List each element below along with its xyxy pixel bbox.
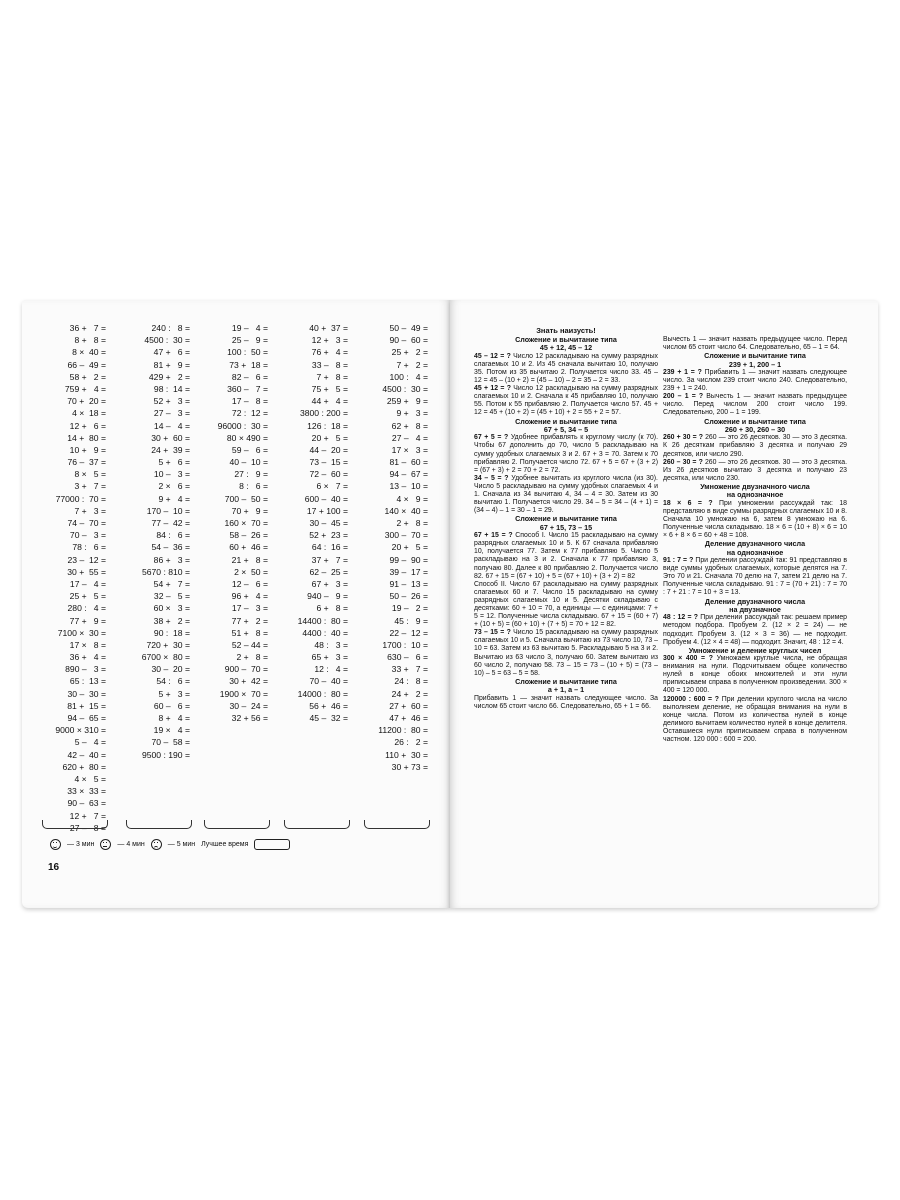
rule-text: Прибавить 1 — значит назвать следующее число. За числом 239 стоит число 240. Следовательно, 239 + 1 = 240. <box>663 369 847 393</box>
exercise: 30 – 45 = <box>309 518 348 528</box>
exercise: 22 – 12 = <box>389 627 428 638</box>
exercise: 7 + 3 = <box>74 505 106 516</box>
rules-column-left <box>474 336 658 711</box>
exercise: 60 – 6 = <box>153 700 190 711</box>
exercise: 86 + 3 = <box>153 554 190 565</box>
exercise: 890 – 3 = <box>65 664 106 675</box>
exercise: 78 : 6 = <box>72 542 106 553</box>
exercise: 70 – 3 = <box>69 530 106 541</box>
exercise: 30 – 20 = <box>151 664 190 675</box>
exercise: 12 – 6 = <box>231 578 268 589</box>
exercise: 4 × 9 = <box>396 493 428 504</box>
exercise: 33 + 7 = <box>391 664 428 675</box>
exercise: 100 : 4 = <box>389 371 428 382</box>
exercise: 14 + 80 = <box>67 432 106 443</box>
exercise: 160 × 70 = <box>224 518 268 528</box>
exercise: 73 + 18 = <box>229 359 268 370</box>
exercise: 7 + 2 = <box>396 359 428 370</box>
exercise: 17 × 3 = <box>391 444 428 455</box>
exercise: 14400 : 80 = <box>297 615 348 626</box>
exercise: 77 + 9 = <box>69 615 106 626</box>
exercise: 8 × 40 = <box>72 347 106 358</box>
example-expression: 200 – 1 = ? <box>663 393 704 401</box>
example-expression: 48 : 12 = ? <box>663 614 699 622</box>
exercise: 58 – 26 = <box>229 530 268 541</box>
exercise: 9000 × 310 = <box>55 725 106 736</box>
exercise: 30 – 24 = <box>229 700 268 711</box>
exercise: 720 + 30 = <box>146 639 190 650</box>
exercise: 600 – 40 = <box>304 493 348 504</box>
exercise: 5 + 3 = <box>158 688 190 699</box>
exercise: 81 – 60 = <box>389 457 428 468</box>
example-expression: 239 + 1 = ? <box>663 369 702 376</box>
exercise: 5 – 4 = <box>74 737 106 748</box>
exercise: 52 – 44 = <box>231 639 268 650</box>
exercise: 91 – 13 = <box>389 578 428 589</box>
exercise: 27 – 3 = <box>153 408 190 419</box>
exercise: 4400 : 40 = <box>302 627 348 638</box>
happy-face-icon <box>50 839 61 850</box>
exercise: 70 – 40 = <box>309 676 348 687</box>
exercise: 126 : 18 = <box>307 420 348 431</box>
exercise: 429 + 2 = <box>148 371 190 382</box>
exercise: 80 × 490 = <box>226 432 268 443</box>
rule-text: 260 — это 26 десятков. 30 — это 3 десятка. К 26 десяткам прибавляю 3 десятка и получаю 29 десятков, или число 290. <box>663 434 847 458</box>
time-legend <box>50 839 290 850</box>
exercise: 940 – 9 = <box>307 591 348 602</box>
exercise: 44 – 20 = <box>309 444 348 455</box>
example-expression: 120000 : 600 = ? <box>663 695 720 703</box>
section-heading: 260 + 30, 260 – 30 <box>724 424 786 434</box>
exercise: 30 – 30 = <box>67 688 106 699</box>
exercise: 7 + 8 = <box>316 371 348 382</box>
section-heading: на однозначное <box>726 490 784 500</box>
exercise: 73 – 15 = <box>309 457 348 468</box>
exercise: 77 + 2 = <box>231 615 268 626</box>
exercise: 759 + 4 = <box>64 383 106 394</box>
section-heading: Сложение и вычитание типа <box>515 335 617 344</box>
best-time-box <box>254 839 290 850</box>
exercise: 25 + 5 = <box>69 591 106 602</box>
exercise: 11200 : 80 = <box>378 725 428 736</box>
exercise: 98 : 14 = <box>153 383 190 394</box>
section-heading: Сложение и вычитание типа <box>515 416 617 426</box>
exercise: 48 : 3 = <box>314 639 348 650</box>
exercise: 4500 : 30 = <box>144 335 190 346</box>
exercise-column <box>352 322 428 773</box>
best-time-label: Лучшее время <box>201 841 249 848</box>
exercise: 24 + 2 = <box>391 688 428 699</box>
section-heading: Умножение двузначного числа <box>700 481 810 491</box>
rule-paragraph <box>474 695 658 711</box>
exercise: 24 + 39 = <box>151 444 190 455</box>
exercise-column <box>272 322 348 724</box>
exercise-column <box>30 322 106 834</box>
open-workbook <box>22 300 878 908</box>
exercise: 94 – 65 = <box>67 713 106 723</box>
exercise: 1900 × 70 = <box>219 688 268 699</box>
rule-text: При делении рассуждай так: 91 представляю в виде суммы удобных слагаемых, которые делятся на 7. Это 70 и 21. Сначала 70 делю на 7, затем 21 делю на 7. Полученные числа складываю. 91 : 7 = (70 + 21) : 7 = 70 : 7 + 21 : 7 = 10 + 3 = 13. <box>663 557 847 597</box>
exercise: 10 – 3 = <box>153 469 190 480</box>
section-heading: 45 + 12, 45 – 12 <box>539 343 593 353</box>
exercise: 19 – 2 = <box>391 603 428 614</box>
exercise: 20 + 5 = <box>391 542 428 553</box>
exercise: 33 × 33 = <box>67 786 106 797</box>
exercise: 10 + 9 = <box>69 444 106 455</box>
exercise: 100 : 50 = <box>227 347 268 358</box>
exercise: 4 × 5 = <box>74 773 106 784</box>
exercise: 9500 : 190 = <box>141 749 190 760</box>
exercise: 110 + 30 = <box>385 749 428 760</box>
exercise: 30 + 73 = <box>391 761 428 772</box>
exercise: 9 + 3 = <box>396 408 428 419</box>
exercise: 4500 : 30 = <box>382 383 428 394</box>
exercise: 2 + 8 = <box>236 652 268 663</box>
example-expression: 91 : 7 = ? <box>663 557 694 565</box>
rule-paragraph <box>474 532 658 581</box>
exercise: 44 + 4 = <box>311 396 348 407</box>
rule-text: Умножаем круглые числа, не обращая внимания на нули. Подсчитываем общее количество нулей в конце обоих множителей и эти нули приписываем справа в полученном произведении. 300 × 400 = 120 000. <box>663 655 848 695</box>
section-heading: 67 + 15, 73 – 15 <box>539 522 593 532</box>
exercise: 3800 : 200 = <box>299 408 348 419</box>
rule-paragraph <box>474 353 658 385</box>
legend-5-min: — 5 мин <box>167 841 196 848</box>
rule-text: Способ I. Число 15 раскладываю на сумму разрядных слагаемых 10 и 5. К 67 сначала прибавляю 10, получается 77. Затем к 77 прибавляю 5. Число 5 раскладываю на 3 и 2. Сначала к 77 прибавляю 3, получаю 80. Далее к 80 прибавляю 2. Получается число 82. 67 + 15 = (67 + 10) + 5 = (67 + 10) + (3 + 2) = 82 <box>474 532 658 580</box>
exercise: 4 × 18 = <box>72 408 106 419</box>
section-heading: а + 1, а – 1 <box>547 685 585 695</box>
exercise: 60 × 3 = <box>153 603 190 614</box>
exercise: 96 + 4 = <box>231 591 268 602</box>
exercise: 99 – 90 = <box>389 554 428 565</box>
exercise: 77000 : 70 = <box>55 493 106 504</box>
exercise: 27 : 9 = <box>234 469 268 480</box>
exercise: 38 + 2 = <box>153 615 190 626</box>
exercise: 40 + 37 = <box>309 323 348 333</box>
legend-3-min: — 3 мин <box>67 841 95 848</box>
example-expression: 67 + 15 = ? <box>474 532 513 540</box>
exercise: 25 + 2 = <box>391 347 428 358</box>
section-heading: Сложение и вычитание типа <box>515 514 617 524</box>
exercise: 65 + 3 = <box>311 652 348 663</box>
rule-text: 260 — это 26 десятков. 30 — это 3 десятка. Из 26 десятков вычитаю 3 десятка и получаю 23 десятка, или число 230. <box>663 458 847 482</box>
exercise: 47 + 46 = <box>389 713 428 723</box>
neutral-face-icon <box>100 839 111 850</box>
exercise: 32 + 56 = <box>231 713 268 723</box>
exercise: 54 + 7 = <box>153 578 190 589</box>
exercise-column <box>114 322 190 761</box>
exercise: 170 – 10 = <box>146 505 190 516</box>
rule-paragraph <box>663 459 847 483</box>
rule-text: Число 15 раскладываю на сумму разрядных слагаемых 10 и 5. Сначала вычитаю из 73 число 10, 73 – 10 = 63. Затем из 63 вычитаю 5. Раскладываю 5 на 3 и 2. Вычитаю из 63 число 3, получаю 60. Затем вычитаю из 60 число 2, получаю 58. 73 – 15 = 73 – (10 + 5) = (73 – 10) – 5 = 63 – 5 = 58. <box>474 629 658 677</box>
rule-text: Вычесть 1 — значит назвать предыдущее число. Перед числом 200 стоит число 199. Следовательно, 200 – 1 = 199. <box>663 393 847 417</box>
rule-paragraph <box>663 557 847 597</box>
page-number: 16 <box>48 862 60 873</box>
exercise: 82 – 6 = <box>231 371 268 382</box>
exercise: 77 – 42 = <box>151 518 190 528</box>
rule-text: При делении круглого числа на число выполняем деление, не обращая внимания на нули в конце числа. Потом из количества нулей в конце делимого вычитаем количество нулей в конце делителя. Оставшиеся нули приписываем справа в полученном частном. 120 000 : 600 = 200. <box>663 695 847 744</box>
exercise: 90 – 60 = <box>389 335 428 346</box>
exercise: 62 + 8 = <box>391 420 428 431</box>
exercise: 259 + 9 = <box>386 396 428 407</box>
exercise: 8 × 5 = <box>74 469 106 480</box>
exercise: 56 + 46 = <box>309 700 348 711</box>
page-title: Знать наизусть! <box>536 326 596 335</box>
rule-paragraph <box>474 475 658 515</box>
exercise: 19 – 4 = <box>231 323 268 333</box>
legend-4-min: — 4 мин <box>117 841 145 848</box>
rule-paragraph <box>663 655 847 695</box>
exercise: 54 : 6 = <box>156 676 190 687</box>
exercise: 75 + 5 = <box>311 383 348 394</box>
exercise: 630 – 6 = <box>387 652 428 663</box>
exercise: 45 : 9 = <box>394 615 428 626</box>
exercise: 700 – 50 = <box>224 493 268 504</box>
exercise: 96000 : 30 = <box>217 420 268 431</box>
exercise: 30 + 55 = <box>67 566 106 577</box>
example-expression: 45 – 12 = ? <box>474 352 511 360</box>
exercise: 70 + 9 = <box>231 505 268 516</box>
section-heading: Деление двузначного числа <box>704 539 806 549</box>
rule-paragraph <box>663 393 847 417</box>
exercise: 84 : 6 = <box>156 530 190 541</box>
example-expression: 18 × 6 = ? <box>663 499 713 507</box>
exercise: 81 + 9 = <box>153 359 190 370</box>
example-expression: 67 + 5 = ? <box>474 434 509 442</box>
exercise: 62 – 25 = <box>309 566 348 577</box>
exercise: 33 – 8 = <box>311 359 348 370</box>
exercise: 2 × 50 = <box>234 566 268 577</box>
exercise: 42 – 40 = <box>67 749 106 760</box>
exercise: 26 : 2 = <box>394 737 428 748</box>
exercise: 30 + 60 = <box>151 432 190 443</box>
rules-column-right <box>663 336 847 744</box>
rule-paragraph <box>474 581 658 630</box>
exercise: 36 + 7 = <box>69 323 106 333</box>
rule-paragraph <box>663 696 847 745</box>
exercise: 17 – 8 = <box>231 396 268 407</box>
exercise: 17 + 100 = <box>306 505 348 516</box>
time-box <box>126 820 192 829</box>
exercise: 24 : 8 = <box>394 676 428 687</box>
exercise: 6 × 7 = <box>316 481 348 492</box>
exercise: 27 – 8 = <box>69 822 106 833</box>
time-box <box>42 820 108 829</box>
exercise: 39 – 17 = <box>389 566 428 577</box>
sad-face-icon <box>151 839 162 850</box>
rule-text: Вычесть 1 — значит назвать предыдущее число. Перед числом 65 стоит число 64. Следовательно, 65 – 1 = 64. <box>663 336 847 352</box>
exercise: 90 : 18 = <box>153 627 190 638</box>
rule-paragraph <box>474 434 658 474</box>
rule-text: Удобнее вычитать из круглого числа (из 30). Число 5 раскладываю на сумму удобных слагаемых 4 и 1. Сначала из 34 вычитаю 4, 34 – 4 = 30. Затем из 30 вычитаю 1. Получается число 29. 34 – 5 = 34 – (4 + 1) = (34 – 4) – 1 = 30 – 1 = 29. <box>474 474 658 515</box>
exercise: 40 – 10 = <box>229 457 268 468</box>
exercise: 70 – 58 = <box>151 737 190 748</box>
exercise: 9 + 4 = <box>158 493 190 504</box>
section-heading: Умножение и деление круглых чисел <box>688 645 822 655</box>
exercise: 360 – 7 = <box>227 383 268 394</box>
rule-text: При умножении рассуждай так: 18 представляю в виде суммы разрядных слагаемых 10 и 8. Сначала 10 умножаю на 6, затем 8 умножаю на 6. Полученные числа складываю. 18 × 6 = (10 + 8) × 6 = 10 × 6 + 8 × 6 = 60 + 48 = 108. <box>663 499 847 540</box>
exercise: 5670 : 810 = <box>141 566 190 577</box>
exercise: 47 + 6 = <box>153 347 190 358</box>
exercise: 27 + 60 = <box>389 700 428 711</box>
exercise: 900 – 70 = <box>224 664 268 675</box>
exercise: 14 – 4 = <box>153 420 190 431</box>
exercise: 37 + 7 = <box>311 554 348 565</box>
exercise: 59 – 6 = <box>231 444 268 455</box>
exercise: 6 + 8 = <box>316 603 348 614</box>
exercise: 7100 × 30 = <box>57 627 106 638</box>
section-heading: 239 + 1, 200 – 1 <box>728 359 782 369</box>
exercise: 72 : 12 = <box>231 408 268 419</box>
exercise: 12 + 6 = <box>69 420 106 431</box>
section-heading: Сложение и вычитание типа <box>704 416 806 426</box>
right-page <box>450 300 878 908</box>
exercise: 140 × 40 = <box>384 505 428 516</box>
section-heading: 67 + 5, 34 – 5 <box>543 424 589 434</box>
rule-text: При делении рассуждай так: решаем пример методом подбора. Пробуем 2. (12 × 2 = 24) — не подходит. Пробуем 3. (12 × 3 = 36) — не подходит. Пробуем 4. (12 × 4 = 48) — подходит. Значит, 48 : 12 = 4. <box>663 614 847 646</box>
exercise: 280 : 4 = <box>67 603 106 614</box>
rule-paragraph <box>663 614 847 646</box>
exercise: 32 – 5 = <box>153 591 190 602</box>
exercise: 240 : 8 = <box>151 323 190 333</box>
exercise: 51 + 8 = <box>231 627 268 638</box>
exercise: 23 – 12 = <box>67 554 106 565</box>
exercise: 12 : 4 = <box>314 664 348 675</box>
exercise: 27 – 4 = <box>391 432 428 443</box>
exercise: 17 – 3 = <box>231 603 268 614</box>
time-box <box>284 820 350 829</box>
section-heading: на двузначное <box>729 604 781 614</box>
example-expression: 34 – 5 = ? <box>474 474 509 482</box>
time-box <box>364 820 430 829</box>
section-heading: Сложение и вычитание типа <box>515 676 617 686</box>
rule-paragraph <box>474 385 658 417</box>
exercise: 52 + 3 = <box>153 396 190 407</box>
exercise: 300 – 70 = <box>384 530 428 541</box>
rule-paragraph <box>663 434 847 458</box>
exercise: 17 – 4 = <box>69 578 106 589</box>
exercise: 65 : 13 = <box>69 676 106 687</box>
exercise: 8 + 8 = <box>74 335 106 346</box>
section-heading: Деление двузначного числа <box>704 596 806 606</box>
exercise: 14000 : 80 = <box>297 688 348 699</box>
exercise: 67 + 3 = <box>311 578 348 589</box>
rule-text: Число 12 раскладываю на сумму разрядных слагаемых 10 и 2. Из 45 сначала вычитаю 10, получаю 35. Потом из 35 вычитаю 2. Получается число 33. 45 – 12 = 45 – (10 + 2) = (45 – 10) – 2 = 35 – 2 = 33. <box>474 352 658 385</box>
exercise: 1700 : 10 = <box>382 639 428 650</box>
rule-paragraph <box>663 336 847 352</box>
exercise: 8 : 6 = <box>239 481 268 492</box>
example-expression: 45 + 12 = ? <box>474 385 511 393</box>
exercise: 64 : 16 = <box>311 542 348 553</box>
exercise: 74 – 70 = <box>67 518 106 528</box>
exercise-column <box>192 322 268 724</box>
exercise: 70 + 20 = <box>67 396 106 407</box>
exercise: 58 + 2 = <box>69 371 106 382</box>
exercise: 620 + 80 = <box>62 761 106 772</box>
exercise: 2 + 8 = <box>396 518 428 528</box>
exercise: 52 + 23 = <box>309 530 348 541</box>
example-expression: 73 – 15 = ? <box>474 629 511 637</box>
rule-text: Способ II. Число 67 раскладываю на сумму разрядных слагаемых 60 и 7. Число 15 раскладываю на сумму разрядных слагаемых 10 и 5. Десятки складываю с десятками: 60 + 10 = 70, а единицы — с единицами: 7 + 5 = 12. Полученные числа складываю. 67 + 15 = (60 + 7) + (10 + 5) = (60 + 10) + (7 + 5) = 70 + 12 = 82. <box>474 580 658 629</box>
exercise: 2 × 6 = <box>158 481 190 492</box>
exercise: 30 + 42 = <box>229 676 268 687</box>
example-expression: 260 – 30 = ? <box>663 458 703 466</box>
exercise: 19 × 4 = <box>153 725 190 736</box>
rule-text: Число 12 раскладываю на сумму разрядных слагаемых 10 и 2. Сначала к 45 прибавляю 10, получаю 55. Потом к 55 прибавляю 2. Получается число 57. 45 + 12 = 45 + (10 + 2) = (45 + 10) + 2 = 55 + 2 = 57. <box>474 385 658 417</box>
exercise: 50 – 49 = <box>389 323 428 333</box>
exercise: 54 – 36 = <box>151 542 190 553</box>
exercise: 76 + 4 = <box>311 347 348 358</box>
exercise: 12 + 3 = <box>311 335 348 346</box>
exercise: 76 – 37 = <box>67 457 106 468</box>
rule-text: Удобнее прибавлять к круглому числу (к 70). Чтобы 67 дополнить до 70, число 5 раскладываю на сумму удобных слагаемых 3 и 2. 67 + 3 = 70. Затем к 70 прибавляю 2. Получается число 72. 67 + 5 = 67 + (3 + 2) = (67 + 3) + 2 = 70 + 2 = 72. <box>474 434 658 474</box>
exercise: 60 + 46 = <box>229 542 268 553</box>
rule-paragraph <box>663 369 847 393</box>
exercise: 36 + 4 = <box>69 652 106 663</box>
exercise: 5 + 6 = <box>158 457 190 468</box>
rule-paragraph <box>474 629 658 678</box>
exercise: 17 × 8 = <box>69 639 106 650</box>
time-box <box>204 820 270 829</box>
exercise: 94 – 67 = <box>389 469 428 480</box>
exercise: 20 + 5 = <box>311 432 348 443</box>
exercise: 12 + 7 = <box>69 810 106 821</box>
left-page <box>22 300 450 908</box>
section-heading: Сложение и вычитание типа <box>704 351 806 361</box>
exercise: 6700 × 80 = <box>141 652 190 663</box>
example-expression: 300 × 400 = ? <box>663 655 713 663</box>
rule-text: Прибавить 1 — значит назвать следующее число. За числом 65 стоит число 66. Следовательно, 65 + 1 = 66. <box>474 694 658 710</box>
exercise: 13 – 10 = <box>389 481 428 492</box>
exercise: 3 + 7 = <box>74 481 106 492</box>
exercise: 72 – 60 = <box>309 469 348 480</box>
exercise: 45 – 32 = <box>309 713 348 723</box>
section-heading: на однозначное <box>726 547 784 557</box>
exercise: 66 – 49 = <box>67 359 106 370</box>
exercise: 21 + 8 = <box>231 554 268 565</box>
example-expression: 260 + 30 = ? <box>663 434 703 442</box>
exercise: 8 + 4 = <box>158 713 190 723</box>
rule-paragraph <box>663 500 847 540</box>
exercise: 90 – 63 = <box>67 798 106 809</box>
exercise: 25 – 9 = <box>231 335 268 346</box>
exercise: 81 + 15 = <box>67 700 106 711</box>
exercise: 50 – 26 = <box>389 591 428 602</box>
